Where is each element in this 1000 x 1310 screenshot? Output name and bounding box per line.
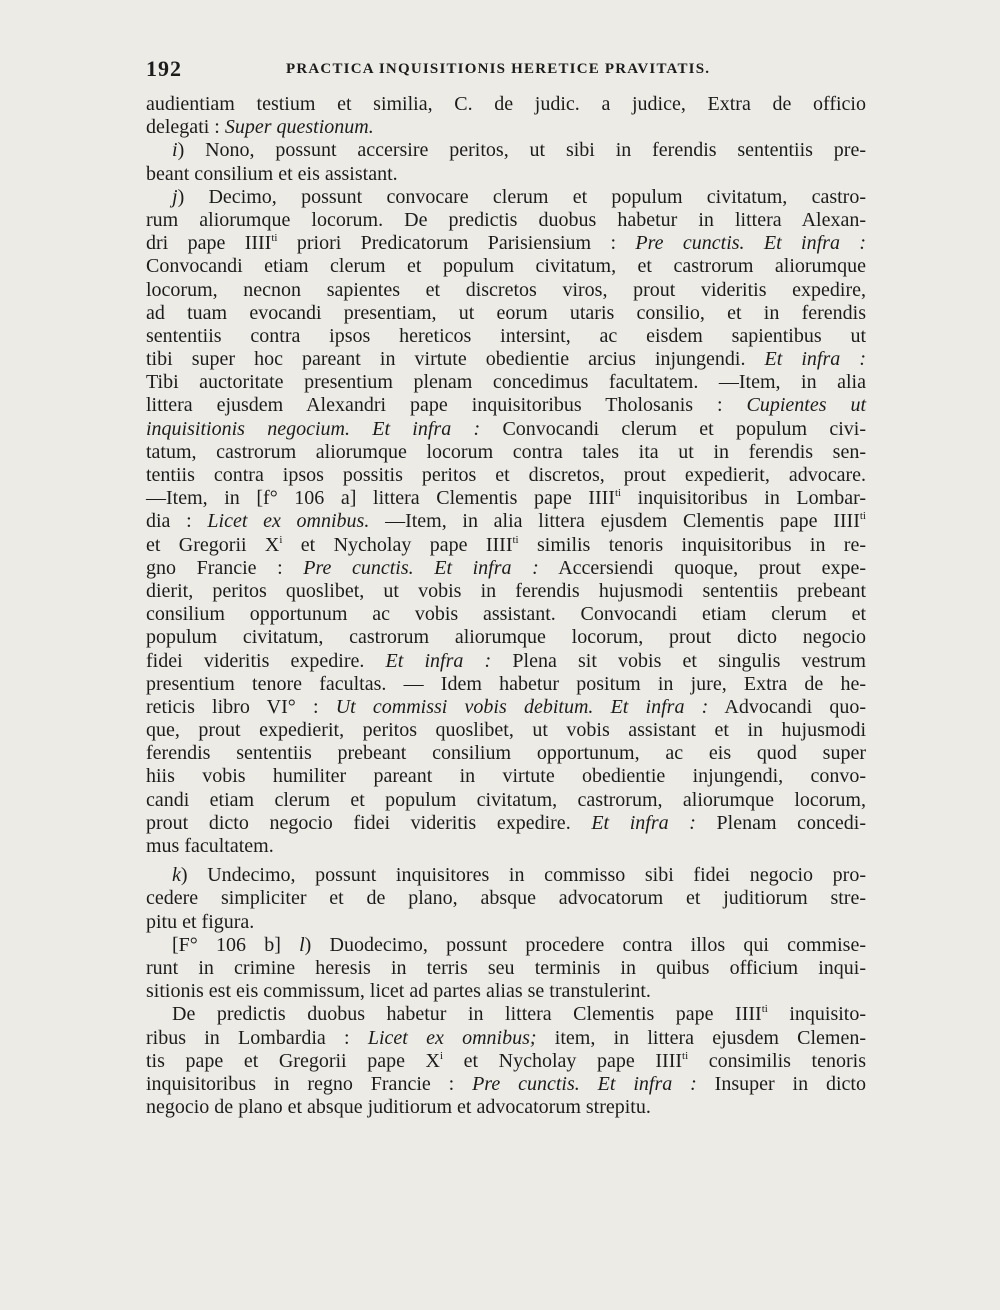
text-line <box>146 348 866 371</box>
text-segment: beant consilium et eis assistant. <box>146 162 398 185</box>
italic-text: l <box>299 933 305 956</box>
text-segment: ad tuam evocandi presentiam, ut eorum utaris consilio, et in ferendis <box>146 301 866 324</box>
text-segment: littera ejusdem Alexandri pape inquisitoribus Tholosanis : <box>146 394 747 417</box>
text-line <box>146 626 866 649</box>
text-line <box>146 464 866 487</box>
italic-text: Et infra : <box>764 348 866 371</box>
text-segment: priori Predicatorum Parisiensium : <box>277 232 636 255</box>
text-segment: tis pape et Gregorii pape X <box>146 1049 440 1072</box>
text-line <box>146 650 866 673</box>
text-line <box>146 696 866 719</box>
italic-text: k <box>172 864 181 887</box>
text-line <box>146 742 866 765</box>
text-segment: presentium tenore facultas. — Idem habetur positum in jure, Extra de he- <box>146 672 866 695</box>
italic-text: Et infra : <box>591 811 696 834</box>
text-segment: ) Decimo, possunt convocare clerum et populum civitatum, castro- <box>177 185 866 208</box>
text-segment: audientiam testium et similia, C. de judic. a judice, Extra de officio <box>146 93 866 115</box>
text-line <box>146 163 866 186</box>
text-segment: Plena sit vobis et singulis vestrum <box>491 649 866 672</box>
superscript: i <box>440 1049 444 1062</box>
text-line <box>146 1096 866 1119</box>
text-line <box>146 302 866 325</box>
text-segment: similis tenoris inquisitoribus in re- <box>518 533 867 556</box>
text-line <box>146 580 866 603</box>
text-segment: inquisitoribus in Lombar- <box>621 487 866 510</box>
superscript: ti <box>682 1049 689 1062</box>
text-segment: consimilis tenoris <box>688 1049 866 1072</box>
text-segment: pitu et figura. <box>146 910 255 933</box>
text-segment: tibi super hoc pareant in virtute obedientie arcius injungendi. <box>146 348 765 371</box>
text-segment: runt in crimine heresis in terris seu terminis in quibus officium inqui- <box>146 956 866 979</box>
text-line <box>146 673 866 696</box>
text-line <box>146 116 866 139</box>
superscript: i <box>279 533 283 546</box>
text-line <box>146 510 866 533</box>
text-segment: inquisitoribus in regno Francie : <box>146 1072 473 1095</box>
text-segment: locorum, necnon sapientes et discretos viros, prout videritis expedire, <box>146 278 866 301</box>
text-segment: cedere simpliciter et de plano, absque advocatorum et juditiorum stre- <box>146 887 866 910</box>
text-line <box>146 418 866 441</box>
text-segment: hiis vobis humiliter pareant in virtute obedientie injungendi, convo- <box>146 765 866 788</box>
text-line <box>146 557 866 580</box>
page-header <box>146 56 866 86</box>
superscript: ti <box>859 510 866 523</box>
text-segment: gno Francie : <box>146 556 304 579</box>
text-segment: tatum, castrorum aliorumque locorum contra tales ita ut in ferendis sen- <box>146 440 866 463</box>
text-segment: dri pape IIII <box>146 232 272 255</box>
text-line <box>146 835 866 858</box>
text-line <box>146 789 866 812</box>
text-segment: dia : <box>146 510 208 533</box>
italic-text: j <box>172 185 178 208</box>
text-segment: [F° 106 b] <box>172 933 300 956</box>
italic-text: Cupientes ut <box>746 394 867 417</box>
text-segment: consilium opportunum ac vobis assistant. Convocandi etiam clerum et <box>146 603 866 626</box>
text-segment: dierit, peritos quoslibet, ut vobis in ferendis hujusmodi sententiis prebeant <box>146 579 866 602</box>
text-line <box>146 534 866 557</box>
superscript: ti <box>614 487 622 500</box>
text-segment: delegati : <box>146 116 225 139</box>
text-line <box>146 1003 866 1026</box>
text-line <box>146 603 866 626</box>
text-line <box>146 1050 866 1073</box>
italic-text: Ut commissi vobis debitum. Et infra : <box>335 695 709 718</box>
text-segment: —Item, in alia littera ejusdem Clementis pape IIII <box>369 510 860 533</box>
text-line <box>146 186 866 209</box>
text-segment: Tibi auctoritate presentium plenam concedimus facultatem. —Item, in alia <box>146 371 866 394</box>
text-line <box>146 1073 866 1096</box>
text-segment: —Item, in [f° 106 a] littera Clementis pape IIII <box>146 487 615 510</box>
text-line <box>146 255 866 278</box>
text-segment: candi etiam clerum et populum civitatum, castrorum, aliorumque locorum, <box>146 788 866 811</box>
text-segment: Convocandi clerum et populum civi- <box>480 417 867 440</box>
text-segment: De predictis duobus habetur in littera Clementis pape IIII <box>172 1003 762 1026</box>
italic-text: Et infra : <box>385 649 492 672</box>
text-segment: sitionis est eis commissum, licet ad partes alias se transtulerint. <box>146 980 651 1003</box>
text-line <box>146 325 866 348</box>
text-line <box>146 371 866 394</box>
italic-text: Super questionum. <box>224 116 374 139</box>
text-segment: populum civitatum, castrorum aliorumque locorum, prout dicto negocio <box>146 626 866 649</box>
text-segment: Insuper in dicto <box>696 1072 866 1095</box>
superscript: ti <box>512 533 519 546</box>
text-segment: negocio de plano et absque juditiorum et advocatorum strepitu. <box>146 1096 651 1119</box>
text-line <box>146 139 866 162</box>
text-segment: mus facultatem. <box>146 835 274 857</box>
text-line <box>146 980 866 1003</box>
text-segment: fidei videritis expedire. <box>146 649 386 672</box>
text-line <box>146 812 866 835</box>
superscript: ti <box>271 232 278 245</box>
text-segment: Advocandi quo- <box>708 695 867 718</box>
text-segment: et Nycholay pape IIII <box>443 1049 683 1072</box>
italic-text: Licet ex omnibus. <box>207 510 370 533</box>
italic-text: inquisitionis negocium. Et infra : <box>146 417 481 440</box>
text-line <box>146 1027 866 1050</box>
text-segment: reticis libro VI° : <box>146 695 336 718</box>
text-segment: Accersiendi quoque, prout expe- <box>538 556 866 579</box>
italic-text: Pre cunctis. Et infra : <box>472 1072 697 1095</box>
text-line <box>146 887 866 910</box>
text-segment: item, in littera ejusdem Clemen- <box>536 1026 867 1049</box>
text-segment: Convocandi etiam clerum et populum civitatum, et castrorum aliorumque <box>146 255 866 278</box>
italic-text: Pre cunctis. Et infra : <box>303 556 539 579</box>
text-line <box>146 911 866 934</box>
text-segment: sententiis contra ipsos hereticos intersint, ac eisdem sapientibus ut <box>146 324 866 347</box>
text-line <box>146 232 866 255</box>
superscript: ti <box>761 1003 768 1016</box>
text-line <box>146 441 866 464</box>
text-line <box>146 209 866 232</box>
text-segment: ferendis sententiis prebeant consilium opportunum, ac eis quod super <box>146 742 866 765</box>
text-segment: ) Undecimo, possunt inquisitores in commisso sibi fidei negocio pro- <box>180 864 866 887</box>
body-text <box>146 93 866 1119</box>
text-line <box>146 719 866 742</box>
text-line <box>146 487 866 510</box>
running-title: PRACTICA INQUISITIONIS HERETICE PRAVITATIS. <box>286 61 711 77</box>
text-segment: prout dicto negocio fidei videritis expedire. <box>146 811 592 834</box>
text-line <box>146 279 866 302</box>
text-segment: et Gregorii X <box>146 533 280 556</box>
text-segment: tentiis contra ipsos possitis peritos et discretos, prout expedierit, advocare. <box>146 464 866 486</box>
text-segment: et Nycholay pape IIII <box>282 533 513 556</box>
text-segment: ) Nono, possunt accersire peritos, ut sibi in ferendis sententiis pre- <box>177 139 866 162</box>
text-segment: ) Duodecimo, possunt procedere contra illos qui commise- <box>304 933 866 956</box>
text-line <box>146 934 866 957</box>
page-number: 192 <box>146 56 182 81</box>
text-line <box>146 394 866 417</box>
text-line <box>146 864 866 887</box>
italic-text: Pre cunctis. Et infra : <box>635 232 866 255</box>
italic-text: Licet ex omnibus; <box>367 1026 537 1049</box>
text-line <box>146 765 866 788</box>
text-line <box>146 957 866 980</box>
text-segment: rum aliorumque locorum. De predictis duobus habetur in littera Alexan- <box>146 208 866 231</box>
text-segment: Plenam concedi- <box>695 811 866 834</box>
italic-text: i <box>172 139 178 162</box>
text-segment: que, prout expedierit, peritos quoslibet, ut vobis assistant et in hujusmodi <box>146 719 866 742</box>
text-segment: ribus in Lombardia : <box>146 1026 368 1049</box>
text-segment: inquisito- <box>767 1003 867 1026</box>
text-line <box>146 93 866 116</box>
